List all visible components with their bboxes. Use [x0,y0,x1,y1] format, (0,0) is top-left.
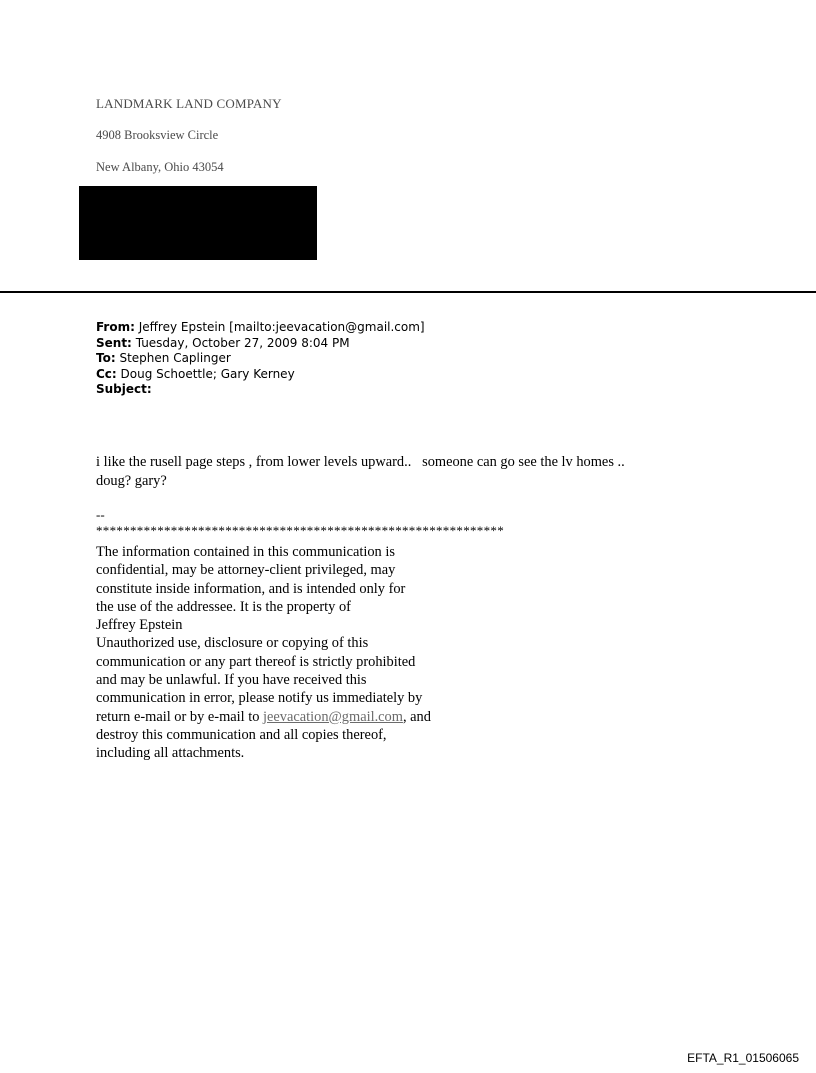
email-header [96,320,425,398]
to-label: To: [96,351,116,365]
disclaimer-line: The information contained in this communication is [96,544,395,560]
disclaimer-line: communication or any part thereof is strictly prohibited [96,653,416,670]
company-street-address: 4908 Brooksview Circle [96,128,219,142]
body-line: doug? gary? [96,472,167,489]
to-value: Stephen Caplinger [119,351,231,365]
cc-value: Doug Schoettle; Gary Kerney [120,366,295,381]
from-value: Jeffrey Epstein [mailto:jeevacation@gmail.com] [138,320,425,334]
return-suffix: , and [402,708,431,725]
subject-line [96,382,425,398]
from-line [96,320,425,336]
signature-separator: -- [96,507,105,522]
disclaimer-return-line [96,708,496,726]
redaction-box [79,186,317,260]
email-body [96,453,696,490]
disclaimer-line: Jeffrey Epstein [96,617,183,634]
sent-label: Sent: [96,335,132,350]
cc-label: Cc: [96,366,117,381]
disclaimer-line: communication in error, please notify us immediately by [96,690,423,707]
horizontal-divider [0,291,816,293]
document-id: EFTA_R1_01506065 [687,1051,799,1065]
disclaimer-line: the use of the addressee. It is the property of [96,598,351,615]
email-link[interactable]: jeevacation@gmail.com [263,708,403,725]
signature-stars: ************************************************************ [96,523,504,538]
cc-line [96,367,425,383]
company-name: LANDMARK LAND COMPANY [96,96,282,111]
company-city-state-zip: New Albany, Ohio 43054 [96,160,224,174]
return-prefix: return e-mail or by e-mail to [96,708,264,725]
disclaimer-line: constitute inside information, and is intended only for [96,580,406,597]
to-line [96,351,425,367]
disclaimer-line: and may be unlawful. If you have received this [96,672,367,689]
sent-line [96,336,425,352]
disclaimer-line: Unauthorized use, disclosure or copying of this [96,635,369,652]
confidentiality-disclaimer [96,543,496,763]
disclaimer-line: confidential, may be attorney-client privileged, may [96,562,396,579]
subject-label: Subject: [96,382,152,396]
body-line: i like the rusell page steps , from lower levels upward.. someone can go see the lv homes .. [96,454,625,470]
disclaimer-line: including all attachments. [96,745,245,762]
sent-value: Tuesday, October 27, 2009 8:04 PM [135,335,350,350]
from-label: From: [96,320,135,334]
disclaimer-line: destroy this communication and all copies thereof, [96,726,387,743]
